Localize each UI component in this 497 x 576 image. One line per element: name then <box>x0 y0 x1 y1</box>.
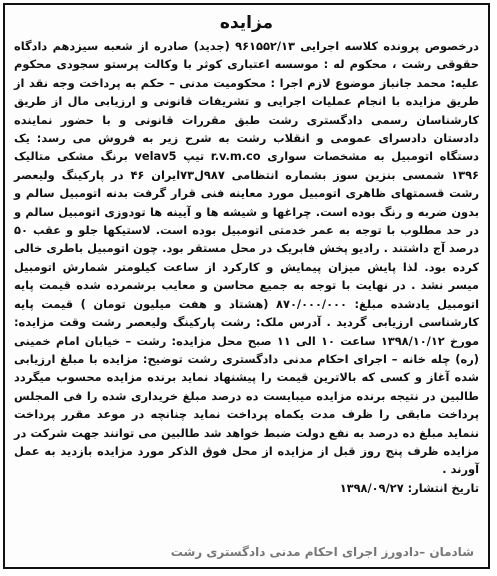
publish-date: تاریخ انتشار: ۱۳۹۸/۰۹/۲۷ <box>339 480 479 495</box>
notice-body <box>5 37 488 479</box>
notice-signature: شادمان –دادورز اجرای احکام مدنی دادگستری رشت <box>170 545 474 559</box>
notice-body-text: درخصوص پرونده کلاسه اجرایی ۹۶۱۵۵۲/۱۳ (جدید) صادره از شعبه سیزدهم دادگاه حقوقی رشت ، محکوم له : موسسه اعتباری کوثر با وکالت پرستو سجودی محکوم علیه: محمد جانباز موضوع لازم اجرا : محکومیت مدنی – حکم به پرداخت وجه نقد از طریق مزایده با انجام عملیات اجرایی و تشریفات قانونی و ارزیابی مال از طریق کارشناسان رسمی دادگستری رشت طبق مقررات قانونی و با حضور نماینده دادستان دادسرای عمومی و انقلاب رشت به شرح زیر به فروش می رسد: یک دستگاه اتومبیل به مشخصات سواری r.v.m.co تیپ velav5 برنگ مشکی متالیک ۱۳۹۶ شمسی بنزین سوز بشماره انتظامی ۹۸۷ل۷۳ایران ۴۶ در پارکینگ ولیعصر رشت قسمتهای ظاهری اتومبیل مورد معاینه فنی قرار گرفت بدنه اتومبیل سالم و بدون ضربه و رنگ بوده است. چراغها و شیشه ها و آیینه ها تودوزی اتومبیل سالم و در حد مطلوب با توجه به عمر خدمتی اتومبیل بوده است. لاستیکها جلو و عقب ۵۰ درصد آج داشتند . رادیو پخش فابریک در محل مستقر بود. چون اتومبیل باطری خالی کرده بود. لذا پایش میزان پیمایش و کارکرد از ساعت کیلومتر شمارش اتومبیل میسر نشد . در نهایت با توجه به جمیع محاسن و معایب برشمرده شده قیمت پایه اتومبیل یادشده مبلغ: ۸۷۰/۰۰۰/۰۰۰ (هشتاد و هفت میلیون تومان ) قیمت پایه کارشناسی ارزیابی گردید . آدرس ملک: رشت پارکینگ ولیعصر رشت وقت مزایده: مورخ ۱۳۹۸/۱۰/۱۲ ساعت ۱۰ الی ۱۱ صبح محل مزایده: رشت – خیابان امام خمینی (ره) چله خانه – اجرای احکام مدنی دادگستری رشت توضیح: مزایده با مبلغ ارزیابی شده آغاز و کسی که بالاترین قیمت را پیشنهاد نماید برنده مزایده محسوب میگردد طالبین در نتیجه برنده مزایده میبایست ده درصد مبلغ خریداری شده را فی المجلس پرداخت مابقی را ظرف مدت یکماه پرداخت نماید چنانچه در موعد مقرر پرداخت ننماید مبلغ ده درصد به نفع دولت ضبط خواهد شد طالبین می توانند جهت شرکت در مزایده ظرف پنج روز قبل از مزایده از محل فوق الذکر مورد مزایده بازدید به عمل آورند . <box>14 39 480 477</box>
auction-notice <box>3 3 490 569</box>
notice-title: مزایده <box>219 13 274 33</box>
